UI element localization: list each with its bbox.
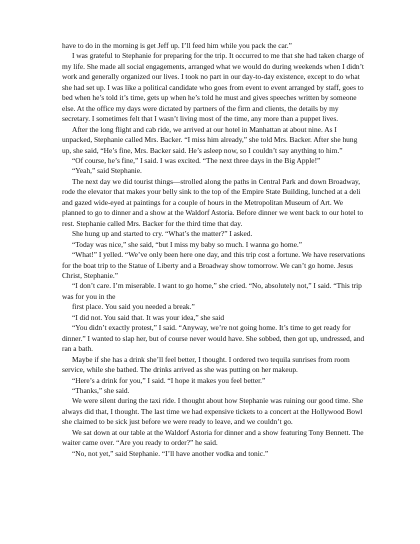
paragraph: The next day we did tourist things—strolled along the paths in Central Park and down Broadway, rode the elevator that makes your belly sink to the top of the Empire State Building, lunched at a deli and gazed wide-eyed at paintings for a couple of hours in the Metropolitan Museum of Art. We planned to go to dinner and a show at the Waldorf Astoria. Before dinner we went back to our hotel to rest. Stephanie called Mrs. Backer for the third time that day. xyxy=(62,176,364,228)
paragraph: “Thanks,” she said. xyxy=(72,385,130,395)
paragraph: After the long flight and cab ride, we arrived at our hotel in Manhattan at about nine. As I unpacked, Stephanie called Mrs. Backer. “I miss him already,” she told Mrs. Backer. After she hung up, she said, “He’s fine, Mrs. Backer said. He’s asleep now, so I couldn’t say anything to him.” xyxy=(62,124,358,155)
paragraph: “I don’t care. I’m miserable. I want to go home,” she cried. “No, absolutely not,” I said. “This trip was for you in the xyxy=(62,281,362,301)
paragraph: “Here’s a drink for you,” I said. “I hope it makes you feel better.” xyxy=(72,375,266,385)
paragraph: She hung up and started to cry. “What’s the matter?” I asked. xyxy=(72,229,253,239)
paragraph: Maybe if she has a drink she’ll feel better, I thought. I ordered two tequila sunrises from room service, while she bathed. The drinks arrived as she was putting on her makeup. xyxy=(62,354,350,375)
paragraph: first place. You said you needed a break.” xyxy=(72,302,195,312)
paragraph: have to do in the morning is get Jeff up. I’ll feed him while you pack the car.” xyxy=(62,41,292,50)
paragraph: “I did not. You said that. It was your idea,” she said xyxy=(72,312,225,322)
paragraph: We sat down at our table at the Waldorf Astoria for dinner and a show featuring Tony Bennett. The waiter came over. “Are you ready to order?” he said. xyxy=(62,427,364,448)
paragraph: “Of course, he’s fine,” I said. I was excited. “The next three days in the Big Apple!” xyxy=(72,155,321,165)
paragraph: “What!” I yelled. “We’ve only been here one day, and this trip cost a fortune. We have reservations for the boat trip to the Statue of Liberty and a Broadway show tomorrow. We can’t go home. Jesus Christ, Stephanie.” xyxy=(62,250,365,280)
paragraph: I was grateful to Stephanie for preparing for the trip. It occurred to me that she had taken charge of my life. She made all social engagements, arranged what we would do during weekends when I didn’t work and generally organized our lives. I took no part in our day-to-day existence, except to do what she had set up. I was like a political candidate who goes from event to event arranged by staff, goes to bed when he’s told it’s time, gets up when he’s told he must and gives speeches written by someone else. At the office my days were dictated by partners of the firm and clients, the details by my secretary. I sometimes felt that I wasn’t living most of the time, any more than a puppet lives. xyxy=(62,51,365,124)
paragraph: “You didn’t exactly protest,” I said. “Anyway, we’re not going home. It’s time to get ready for dinner.” I wanted to slap her, but of course never would have. She sobbed, then got up, undressed, and ran a bath. xyxy=(62,323,365,354)
body-text xyxy=(62,41,366,459)
paragraph: “No, not yet,” said Stephanie. “I’ll have another vodka and tonic.” xyxy=(72,448,269,458)
paragraph: We were silent during the taxi ride. I thought about how Stephanie was ruining our good time. She always did that, I thought. The last time we had expensive tickets to a concert at the Hollywood Bowl she claimed to be sick just before we were ready to leave, and we couldn’t go. xyxy=(62,396,364,427)
paragraph: “Today was nice,” she said, “but I miss my baby so much. I wanna go home.” xyxy=(72,239,302,249)
paragraph: “Yeah,” said Stephanie. xyxy=(72,166,142,176)
